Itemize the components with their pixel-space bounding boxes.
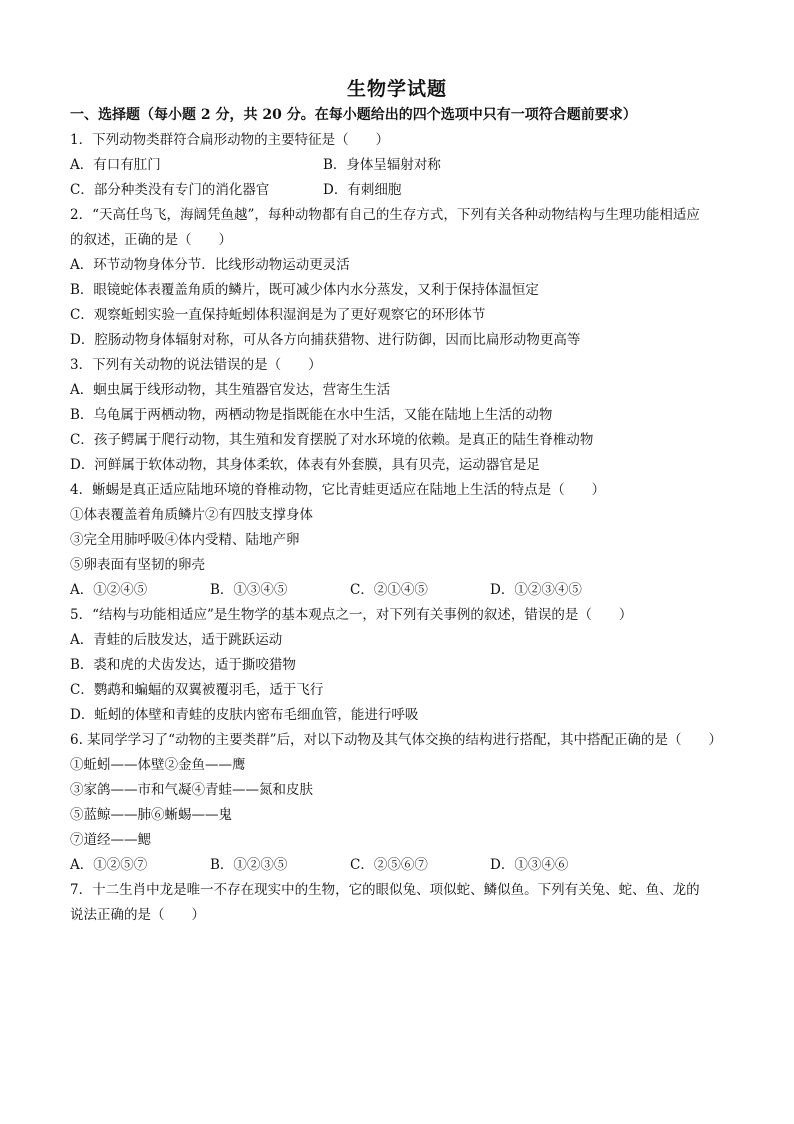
question-7-stem-line2: 说法正确的是（ ） bbox=[70, 907, 205, 923]
question-5-option-b: B．裘和虎的犬齿发达，适于撕咬猎物 bbox=[70, 657, 296, 673]
question-2-option-a: A．环节动物身体分节．比线形动物运动更灵活 bbox=[70, 257, 350, 273]
option-c: C．部分种类没有专门的消化器官 bbox=[70, 182, 270, 198]
question-4-item-3: ⑤卵表面有坚韧的卵壳 bbox=[70, 557, 205, 573]
question-7-stem-line1: 7．十二生肖中龙是唯一不存在现实中的生物，它的眼似兔、项似蛇、鳞似鱼。下列有关兔、蛇、鱼、龙的 bbox=[70, 882, 700, 898]
question-6-options bbox=[70, 856, 734, 874]
option-b: B．①③④⑤ bbox=[210, 582, 288, 598]
option-b: B．①②③⑤ bbox=[210, 857, 288, 873]
page-title: 生物学试题 bbox=[346, 78, 447, 100]
question-5-option-a: A．青蛙的后肢发达，适于跳跃运动 bbox=[70, 632, 283, 648]
option-a: A．有口有肛门 bbox=[70, 157, 161, 173]
question-4-item-2: ③完全用肺呼吸④体内受精、陆地产卵 bbox=[70, 532, 300, 548]
option-a: A．①②④⑤ bbox=[70, 582, 148, 598]
question-2-option-c: C．观察蚯蚓实验一直保持蚯蚓体积湿润是为了更好观察它的环形体节 bbox=[70, 307, 486, 323]
question-3-stem: 3．下列有关动物的说法错误的是（ ） bbox=[70, 357, 322, 373]
question-2-option-d: D．腔肠动物身体辐射对称，可从各方向捕获猎物、进行防御，因而比扁形动物更高等 bbox=[70, 332, 581, 348]
question-1-options-row1 bbox=[70, 156, 734, 174]
option-d: D．①②③④⑤ bbox=[490, 582, 582, 598]
question-1-options-row2 bbox=[70, 181, 734, 199]
question-3-option-a: A．蛔虫属于线形动物，其生殖器官发达，营寄生生活 bbox=[70, 382, 391, 398]
option-d: D．有刺细胞 bbox=[323, 182, 402, 198]
question-4-options bbox=[70, 581, 734, 599]
question-5-option-d: D．蚯蚓的体壁和青蛙的皮肤内密布毛细血管，能进行呼吸 bbox=[70, 707, 419, 723]
question-3-option-b: B．乌龟属于两栖动物，两栖动物是指既能在水中生活，又能在陆地上生活的动物 bbox=[70, 407, 553, 423]
question-2-stem-line2: 的叙述，正确的是（ ） bbox=[70, 232, 232, 248]
question-6-item-4: ⑦道经——鳃 bbox=[70, 832, 151, 848]
section-heading: 一、选择题（每小题 2 分，共 20 分。在每小题给出的四个选项中只有一项符合题前要求） bbox=[70, 107, 637, 123]
option-c: C．②⑤⑥⑦ bbox=[350, 857, 428, 873]
question-2-stem-line1: 2．“天高任鸟飞，海阔凭鱼越”，每种动物都有自己的生存方式，下列有关各种动物结构与生理功能相适应 bbox=[70, 207, 700, 223]
question-2-option-b: B．眼镜蛇体表覆盖角质的鳞片，既可减少体内水分蒸发，又利于保持体温恒定 bbox=[70, 282, 539, 298]
question-4-stem: 4．蜥蜴是真正适应陆地环境的脊椎动物，它比青蛙更适应在陆地上生活的特点是（ ） bbox=[70, 482, 606, 498]
option-c: C．②①④⑤ bbox=[350, 582, 428, 598]
option-d: D．①③④⑥ bbox=[490, 857, 569, 873]
question-3-option-d: D．河鲜属于软体动物，其身体柔软，体表有外套膜，具有贝壳，运动器官是足 bbox=[70, 457, 540, 473]
option-b: B．身体呈辐射对称 bbox=[323, 157, 441, 173]
question-6-item-1: ①蚯蚓——体壁②金鱼——鹰 bbox=[70, 757, 246, 773]
question-3-option-c: C．孩子鳄属于爬行动物，其生殖和发育摆脱了对水环境的依赖。是真正的陆生脊椎动物 bbox=[70, 432, 594, 448]
question-6-item-3: ⑤蓝鲸——肺⑥蜥蜴——鬼 bbox=[70, 807, 232, 823]
question-1-stem: 1．下列动物类群符合扁形动物的主要特征是（ ） bbox=[70, 132, 390, 148]
option-a: A．①②⑤⑦ bbox=[70, 857, 148, 873]
question-6-stem: 6. 某同学学习了“动物的主要类群”后，对以下动物及其气体交换的结构进行搭配，其中搭配正确的是（ ） bbox=[70, 732, 722, 748]
question-6-item-2: ③家鸽——市和气凝④青蛙——氮和皮肤 bbox=[70, 782, 313, 798]
question-5-stem: 5．“结构与功能相适应”是生物学的基本观点之一，对下列有关事例的叙述，错误的是（ ） bbox=[70, 607, 633, 623]
question-5-option-c: C．鹦鹉和蝙蝠的双翼被覆羽毛，适于飞行 bbox=[70, 682, 324, 698]
question-4-item-1: ①体表覆盖着角质鳞片②有四肢支撑身体 bbox=[70, 507, 313, 523]
